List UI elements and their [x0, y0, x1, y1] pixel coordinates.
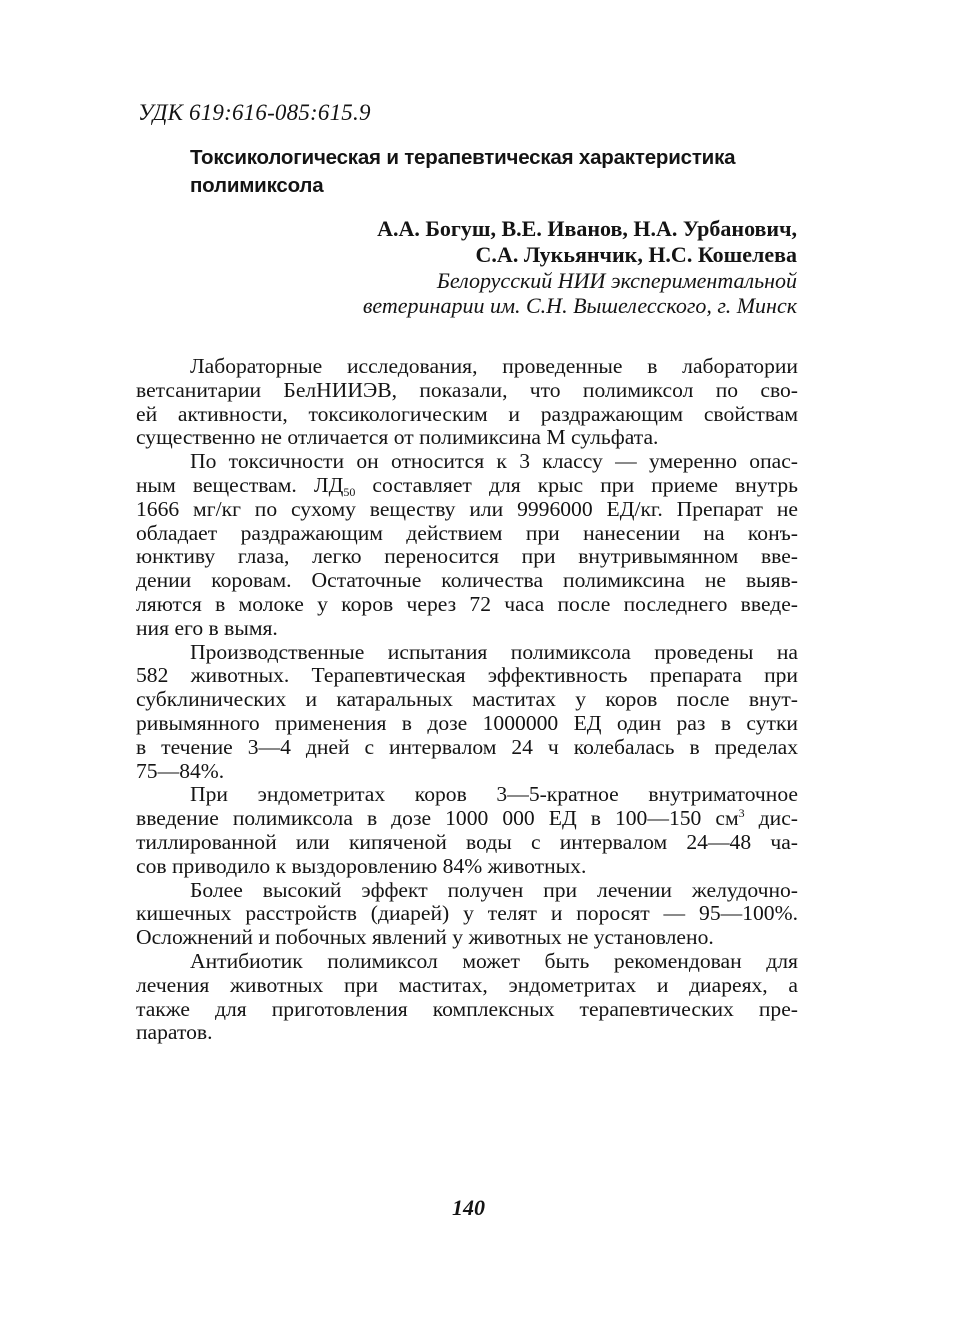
- text-line: паратов.: [136, 1020, 213, 1045]
- paragraph: [136, 450, 798, 640]
- article-title-line: Токсикологическая и терапевтическая характеристика: [190, 146, 736, 169]
- text-line: По токсичности он относится к 3 классу — умеренно опас-: [190, 449, 798, 474]
- affiliation-line: ветеринарии им. С.Н. Вышелесского, г. Минск: [362, 293, 797, 318]
- text-line: [136, 474, 798, 498]
- text-line: Антибиотик полимиксол может быть рекомендован для: [190, 948, 798, 973]
- text-fragment: дис-: [744, 806, 798, 831]
- text-line: обладает раздражающим действием при нанесении на конъ-: [136, 520, 798, 545]
- text-line: юнктиву глаза, легко переносится при внутривымянном вве-: [136, 544, 798, 569]
- affiliation-line: Белорусский НИИ экспериментальной: [436, 268, 797, 293]
- affiliation: [363, 268, 797, 318]
- paragraph: [136, 355, 798, 450]
- text-line: дении коровам. Остаточные количества полимиксина не выяв-: [136, 568, 798, 593]
- text-line: кишечных расстройств (диарей) у телят и поросят — 95—100%.: [136, 901, 798, 926]
- paragraph: [136, 879, 798, 950]
- authors-line: С.А. Лукьянчик, Н.С. Кошелева: [475, 242, 797, 267]
- text-line: лечения животных при маститах, эндометритах и диареях, а: [136, 972, 798, 997]
- paragraph: [136, 950, 798, 1045]
- text-line: также для приготовления комплексных терапевтических пре-: [136, 996, 798, 1021]
- text-line: Производственные испытания полимиксола проведены на: [190, 639, 798, 664]
- text-line: сов приводило к выздоровлению 84% животных.: [136, 853, 587, 878]
- text-line: тиллированной или кипяченой воды с интервалом 24—48 ча-: [136, 829, 798, 854]
- text-line: 1666 мг/кг по сухому веществу или 9996000 ЕД/кг. Препарат не: [136, 496, 798, 521]
- text-line: существенно не отличается от полимиксина М сульфата.: [136, 425, 659, 450]
- text-line: Более высокий эффект получен при лечении желудочно-: [190, 877, 798, 902]
- text-line: 582 животных. Терапевтическая эффективность препарата при: [136, 663, 798, 688]
- text-line: [136, 807, 798, 831]
- text-fragment: составляет для крыс при приеме внутрь: [355, 472, 798, 497]
- superscript: 3: [738, 806, 745, 821]
- text-fragment: ным веществам. ЛД: [136, 472, 344, 497]
- article-title-line: полимиксола: [190, 174, 324, 197]
- subscript: 50: [343, 484, 356, 499]
- text-line: в течение 3—4 дней с интервалом 24 ч колебалась в пределах: [136, 734, 798, 759]
- authors: [377, 216, 797, 268]
- text-line: ривымянного применения в дозе 1000000 ЕД один раз в сутки: [136, 710, 798, 735]
- paragraph: [136, 783, 798, 878]
- text-fragment: введение полимиксола в дозе 1000 000 ЕД в 100—150 см: [136, 806, 739, 831]
- text-line: 75—84%.: [136, 758, 225, 783]
- text-line: Осложнений и побочных явлений у животных не установлено.: [136, 925, 714, 950]
- article-body: [136, 355, 798, 1045]
- text-line: ветсанитарии БелНИИЭВ, показали, что полимиксол по сво-: [136, 377, 798, 402]
- text-line: ей активности, токсикологическим и раздражающим свойствам: [136, 401, 798, 426]
- text-line: ния его в вымя.: [136, 615, 278, 640]
- page-number: 140: [452, 1195, 485, 1220]
- paragraph: [136, 641, 798, 784]
- article-title: [190, 144, 810, 200]
- text-line: При эндометритах коров 3—5-кратное внутриматочное: [190, 782, 798, 807]
- text-line: субклинических и катаральных маститах у коров после внут-: [136, 687, 798, 712]
- authors-line: А.А. Богуш, В.Е. Иванов, Н.А. Урбанович,: [377, 216, 797, 241]
- text-line: ляются в молоке у коров через 72 часа после последнего введе-: [136, 591, 798, 616]
- udk-code: УДК 619:616-085:615.9: [138, 100, 371, 125]
- text-line: Лабораторные исследования, проведенные в лаборатории: [190, 354, 798, 378]
